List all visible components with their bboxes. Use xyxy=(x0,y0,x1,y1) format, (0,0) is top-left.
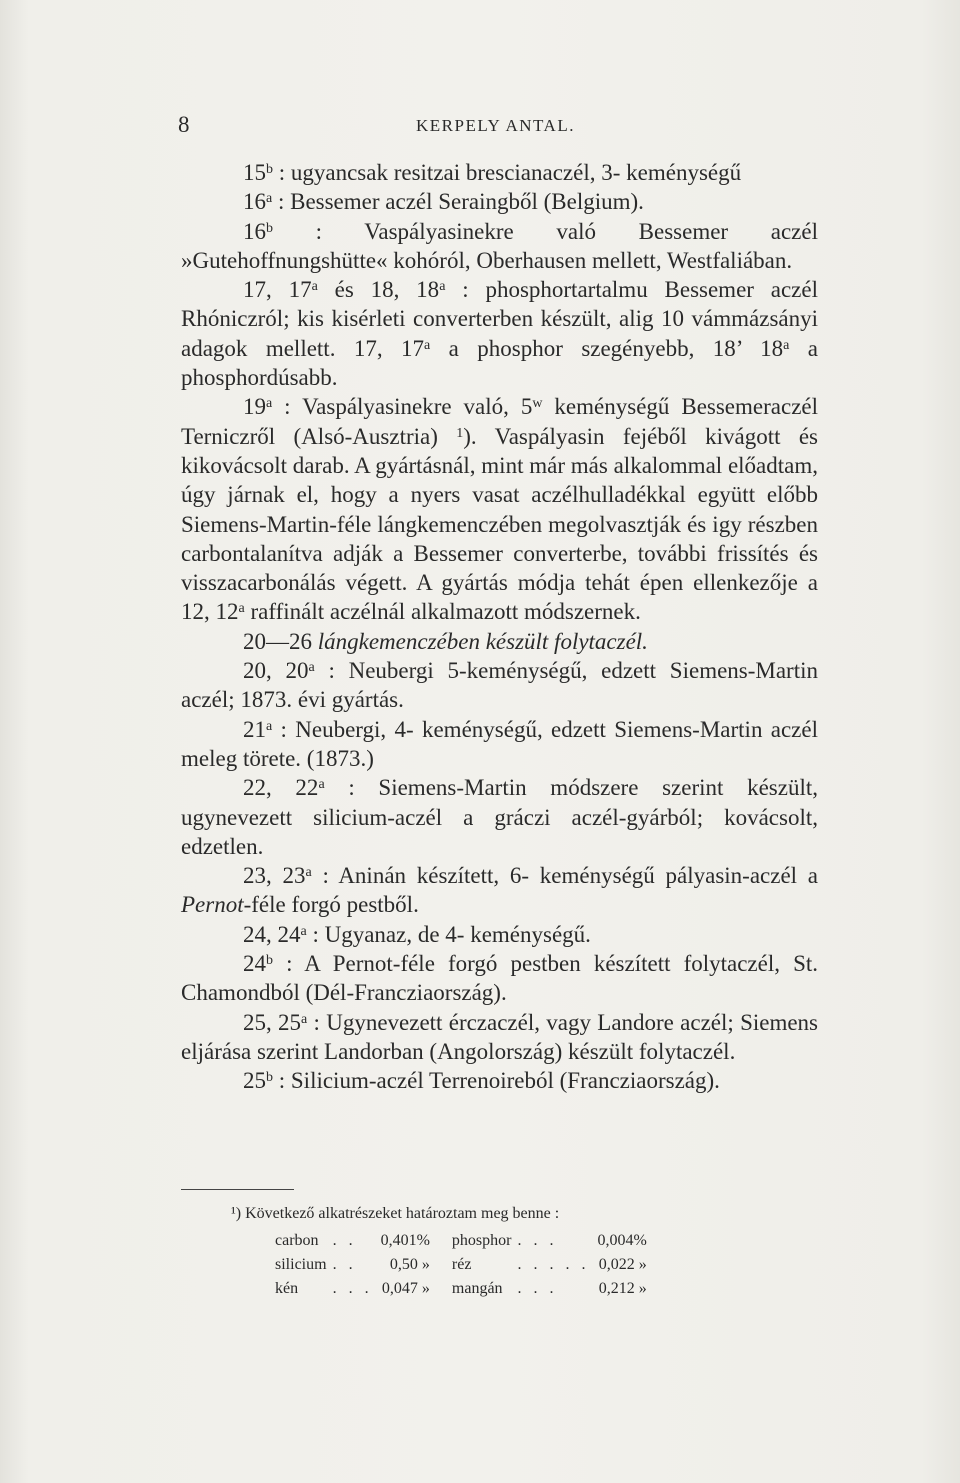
footnote-intro: ¹) Következő alkatrészeket határoztam meg benne : xyxy=(231,1205,560,1222)
footnote-ref: 1 xyxy=(456,425,464,441)
entry-20: 20, 20$^a$ : Neubergi 5-keménységű, edzett Siemens-Martin aczél; 1873. évi gyártás. xyxy=(181,658,818,713)
body-text xyxy=(181,158,818,1096)
entry-24: 24, 24$^a$ : Ugyanaz, de 4- keménységű. xyxy=(243,921,591,947)
entry-23: 23, 23$^a$ : Aninán készített, 6- keménységű pályasin-aczél a Pernot-féle forgó pestből. xyxy=(181,863,818,918)
entry-19a: 19$^a$ : Vaspályasinekre való, 5$^w$ keménységű Bessemeraczél Terniczről (Alsó-Ausztria) $^1$). Vaspályasin fejéből kivágott és kikovácsolt darab. A gyártásnál, mint már más alkalommal előadtam, úgy járnak el, hogy a nyers vasat aczélhulladékkal együtt előbb Siemens-Martin-féle lángkemenczében megolvasztják és igy részben carbontalanítva adják a Bessemer converterbe, további frissítés és visszacarbonálás végett. A gyártás módja tehát épen ellenkezője a 12, 12$^a$ raffinált aczélnál alkalmazott módszernek. xyxy=(181,394,819,625)
table-row: kén . . . 0,047 » mangán . . . 0,212 » xyxy=(275,1280,647,1297)
table-row: silicium . . 0,50 » réz . . . . . 0,022 » xyxy=(275,1256,647,1273)
entry-16a: 16$^a$ : Bessemer aczél Seraingből (Belgium). xyxy=(243,189,644,215)
entry-25b: 25$^b$ : Silicium-aczél Terrenoireból (Francziaország). xyxy=(243,1068,720,1094)
entry-24b: 24$^b$ : A Pernot-féle forgó pestben készített folytaczél, St. Chamondból (Dél-Francziaország). xyxy=(181,951,818,1006)
footnote-divider xyxy=(181,1189,294,1190)
page-number: 8 xyxy=(178,112,190,137)
composition-table xyxy=(275,1230,647,1302)
entry-15b: 15$^b$ : ugyancsak resitzai brescianaczél, 3- keménységű xyxy=(243,160,742,185)
page-header xyxy=(178,112,738,142)
entry-21a: 21$^a$ : Neubergi, 4- keménységű, edzett Siemens-Martin aczél meleg törete. (1873.) xyxy=(181,716,818,771)
footnote xyxy=(231,1203,751,1302)
section-heading-20-26: 20—26 lángkemenczében készült folytaczél. xyxy=(243,628,648,654)
running-head: KERPELY ANTAL. xyxy=(416,116,575,135)
entry-22: 22, 22$^a$ : Siemens-Martin módszere szerint készült, ugynevezett silicium-aczél a gráczi aczél-gyárból; kovácsolt, edzetlen. xyxy=(181,775,818,859)
entry-25: 25, 25$^a$ : Ugynevezett érczaczél, vagy Landore aczél; Siemens eljárása szerint Landorban (Angolország) készült folytaczél. xyxy=(181,1009,819,1064)
table-row: carbon . . 0,401% phosphor . . . 0,004% xyxy=(275,1232,647,1249)
entry-17-18: 17, 17$^a$ és 18, 18$^a$ : phosphortartalmu Bessemer aczél Rhóniczról; kis kisérleti converterben készült, alig 10 vámmázsányi adagok mellett. 17, 17$^a$ a phosphor szegényebb, 18’ 18$^a$ a phosphordúsabb. xyxy=(181,277,818,391)
entry-16b: 16$^b$ : Vaspályasinekre való Bessemer aczél »Gutehoffnungshütte« kohóról, Oberhausen mellett, Westfaliában. xyxy=(181,218,818,273)
